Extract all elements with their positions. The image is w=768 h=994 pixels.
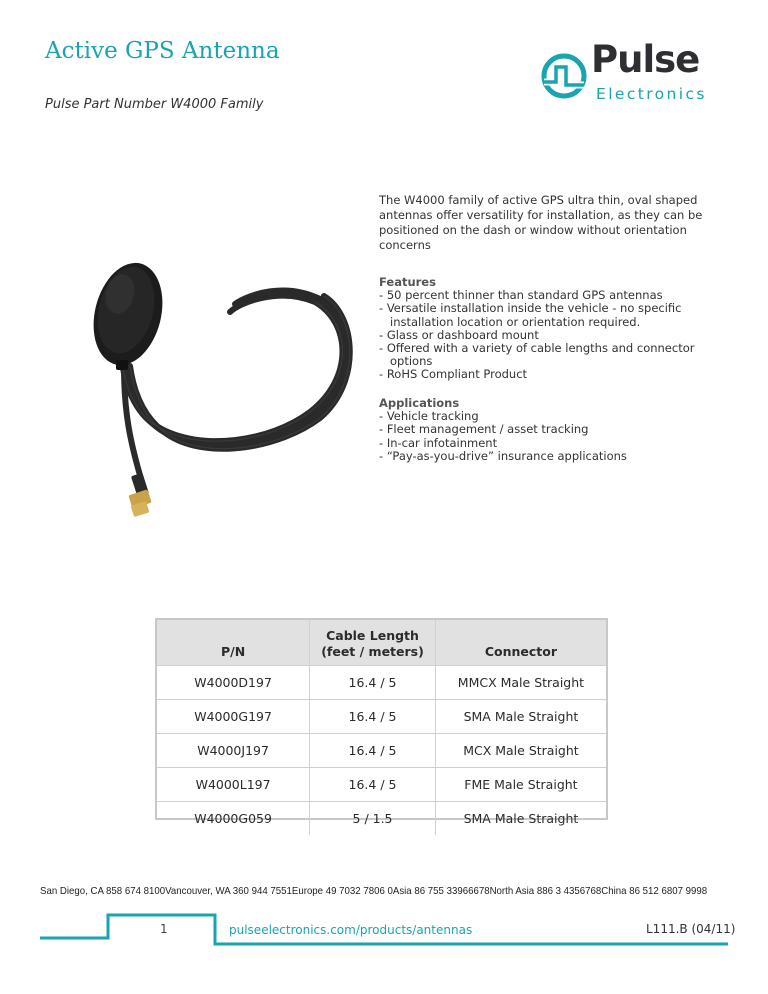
application-item: - “Pay-as-you-drive” insurance applications xyxy=(379,450,724,463)
office-contacts xyxy=(40,885,708,897)
features-title: Features xyxy=(379,275,436,289)
feature-item: - Offered with a variety of cable lengths and connector options xyxy=(379,342,724,368)
cable-length-header-line1: Cable Length xyxy=(326,628,419,643)
feature-item: - 50 percent thinner than standard GPS antennas xyxy=(379,289,724,302)
logo-wordmark: Pulse xyxy=(591,38,700,81)
cell-connector: FME Male Straight xyxy=(435,768,606,802)
cell-connector: MCX Male Straight xyxy=(435,734,606,768)
cell-connector: MMCX Male Straight xyxy=(435,666,606,700)
column-header-cable-length xyxy=(310,620,436,666)
features-section xyxy=(379,276,724,382)
pulse-logo-icon xyxy=(540,52,588,100)
page-title: Active GPS Antenna xyxy=(45,38,280,64)
cell-cable-length: 5 / 1.5 xyxy=(310,802,436,836)
application-item: - Fleet management / asset tracking xyxy=(379,423,724,436)
cell-pn: W4000D197 xyxy=(157,666,310,700)
antenna-photo xyxy=(80,242,360,520)
column-header-pn: P/N xyxy=(157,620,310,666)
office-north-asia: North Asia 886 3 4356768 xyxy=(489,885,602,897)
cell-cable-length: 16.4 / 5 xyxy=(310,700,436,734)
office-san-diego: San Diego, CA 858 674 8100 xyxy=(40,885,166,897)
cell-pn: W4000J197 xyxy=(157,734,310,768)
feature-item: - RoHS Compliant Product xyxy=(379,368,724,381)
cell-connector: SMA Male Straight xyxy=(435,700,606,734)
page-subtitle: Pulse Part Number W4000 Family xyxy=(45,97,264,112)
office-europe: Europe 49 7032 7806 0 xyxy=(291,885,393,897)
cell-pn: W4000L197 xyxy=(157,768,310,802)
applications-section xyxy=(379,397,724,463)
cell-cable-length: 16.4 / 5 xyxy=(310,734,436,768)
cell-cable-length: 16.4 / 5 xyxy=(310,768,436,802)
office-china: China 86 512 6807 9998 xyxy=(601,885,708,897)
application-item: - Vehicle tracking xyxy=(379,410,724,423)
applications-title: Applications xyxy=(379,396,460,410)
office-vancouver: Vancouver, WA 360 944 7551 xyxy=(165,885,292,897)
part-number-table xyxy=(155,618,608,826)
table-row xyxy=(157,802,606,836)
table-row xyxy=(157,700,606,734)
feature-item: - Versatile installation inside the vehicle - no specific installation location or orientation required. xyxy=(379,302,724,328)
cell-cable-length: 16.4 / 5 xyxy=(310,666,436,700)
office-asia: Asia 86 755 33966678 xyxy=(392,885,490,897)
column-header-connector: Connector xyxy=(435,620,606,666)
intro-paragraph: The W4000 family of active GPS ultra thin, oval shaped antennas offer versatility for installation, as they can be positioned on the dash or window without orientation concerns xyxy=(379,193,703,252)
pulse-logo xyxy=(540,38,730,108)
cell-pn: W4000G197 xyxy=(157,700,310,734)
footer-url-link[interactable]: pulseelectronics.com/products/antennas xyxy=(229,923,473,937)
table-row xyxy=(157,734,606,768)
application-item: - In-car infotainment xyxy=(379,437,724,450)
page-number: 1 xyxy=(160,922,168,936)
feature-item: - Glass or dashboard mount xyxy=(379,329,724,342)
cell-pn: W4000G059 xyxy=(157,802,310,836)
logo-subtext: Electronics xyxy=(596,85,707,103)
cable-length-header-line2: (feet / meters) xyxy=(321,644,424,659)
table-row xyxy=(157,768,606,802)
table-row xyxy=(157,666,606,700)
cell-connector: SMA Male Straight xyxy=(435,802,606,836)
document-id: L111.B (04/11) xyxy=(646,922,736,936)
